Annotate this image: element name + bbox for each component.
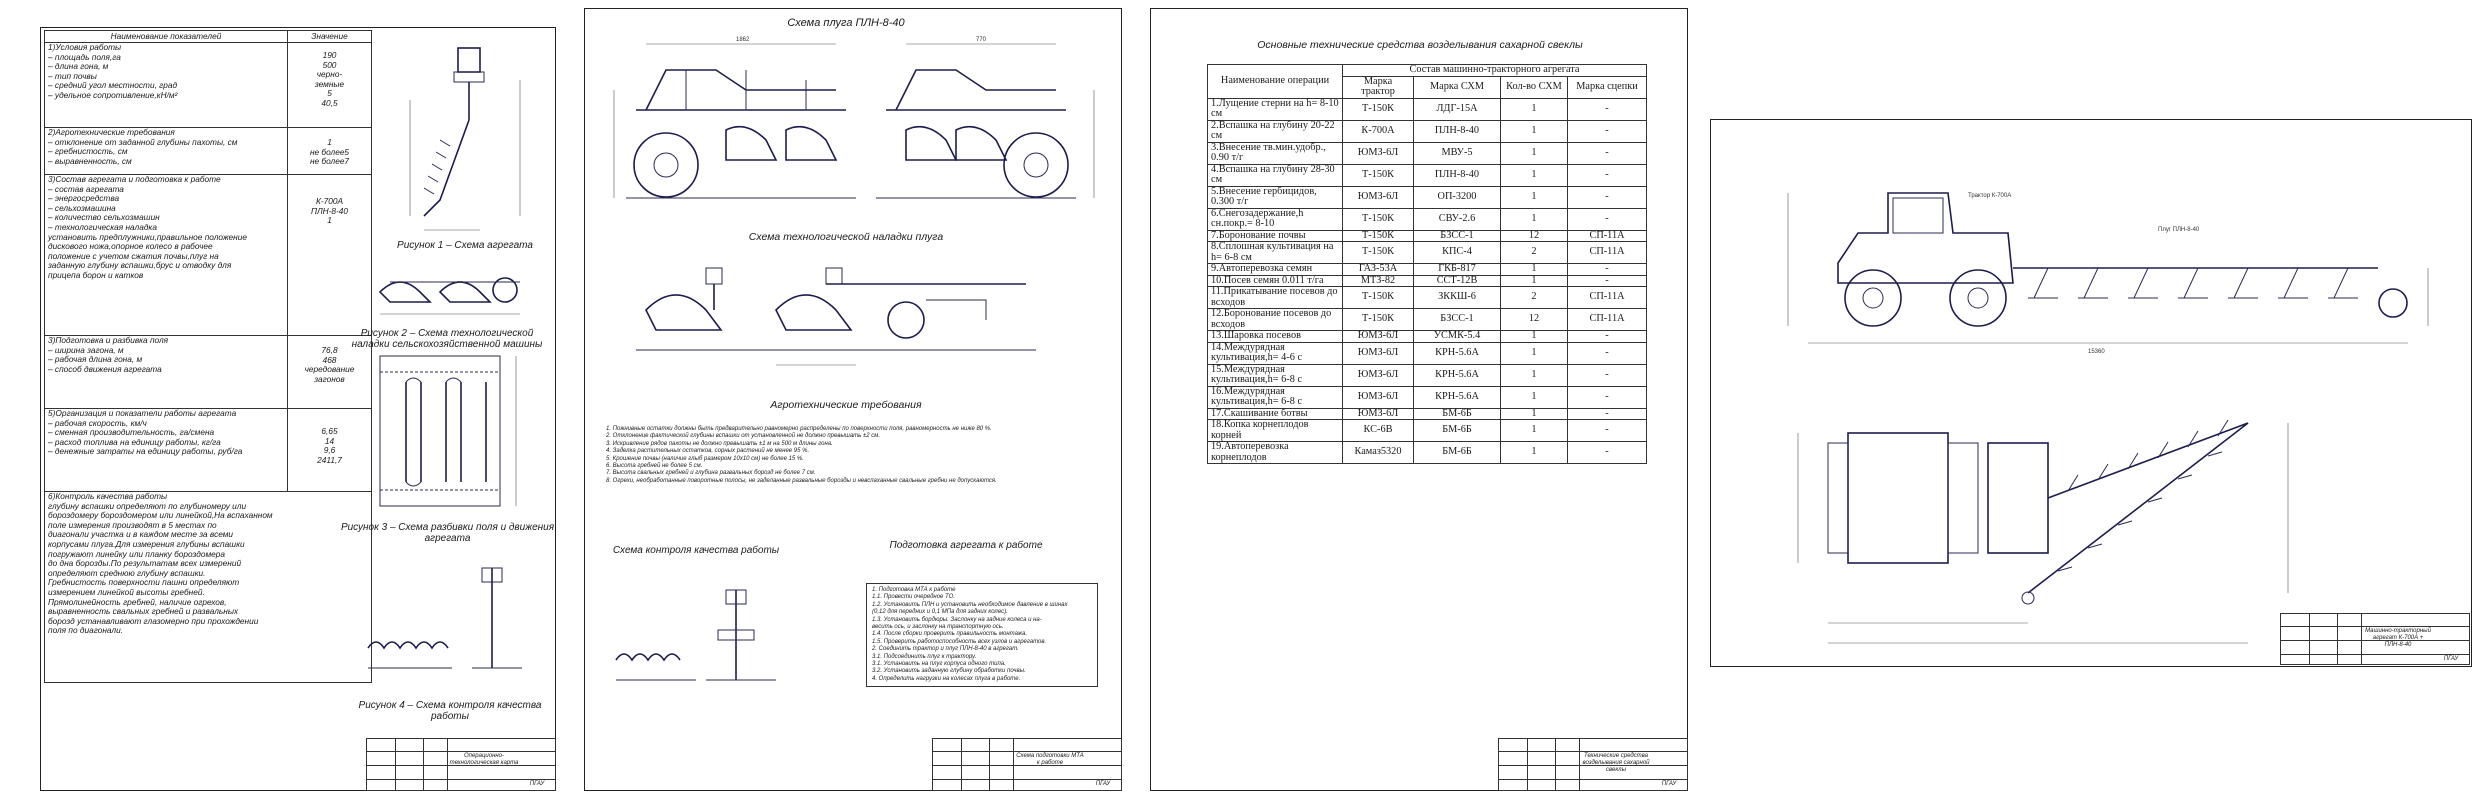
hitch-cell: СП-11А (1568, 230, 1647, 242)
stamp-org: ПГАУ (2443, 656, 2459, 662)
stamp-org: ПГАУ (1095, 781, 1111, 787)
header-count: Кол-во СХМ (1501, 76, 1568, 98)
aggregate-side-view (1728, 153, 2458, 393)
quality-control-drawing (362, 548, 542, 688)
table-row: 5)Организация и показатели работы агрегата – рабочая скорость, км/ч – сменная производительность, га/смена – расход топлива на единицу работы, кг/га – денежные затраты на единицу работы, руб/га 6,65 14 9,6 2411,7 (45, 409, 372, 492)
table-row (1208, 186, 1647, 208)
table-body (1208, 98, 1647, 464)
hitch-cell: - (1568, 408, 1647, 420)
count-cell: 1 (1501, 98, 1568, 120)
count-cell: 1 (1501, 420, 1568, 442)
machine-cell: УСМК-5.4 (1414, 331, 1501, 343)
machine-cell: ПЛН-8-40 (1414, 120, 1501, 142)
plow-label: Плуг ПЛН-8-40 (2158, 227, 2200, 233)
machine-cell: ЗККШ-6 (1414, 287, 1501, 309)
machine-cell: ОП-3200 (1414, 186, 1501, 208)
operation-cell: 1.Лущение стерни на h= 8-10 см (1208, 98, 1343, 120)
requirements-list: 1. Пожнивные остатки должны быть предварительно равномерно распределены по поверхности поля, равномерность не ниже 80 %. 2. Отклонение фактической глубины вспашки от установленной не должно превышать ±2 см. 3. Искривление рядов пахоты не должно превышать ±1 м на 500 м длины гона. 4. Заделка растительных остатков, сорных растений не менее 95 %. 5. Крошение почвы (наличие глыб размером 10х10 см) не более 15 %. 6. Высота гребней не более 5 см. 7. Высота свальных гребней и глубина развальных борозд не более 7 см. 8. Огрехи, необработанные поворотные полосы, не заделанные развальные борозды и невспаханные свальные гребни не допускаются. (606, 426, 997, 484)
count-cell: 12 (1501, 230, 1568, 242)
tractor-cell: Т-150К (1343, 309, 1414, 331)
title-block (366, 738, 556, 791)
operation-cell: 8.Сплошная культивация на h= 6-8 см (1208, 242, 1343, 264)
table-row (1208, 309, 1647, 331)
table-row (1208, 386, 1647, 408)
tractor-cell: ЮМЗ-6Л (1343, 386, 1414, 408)
stamp-org: ПГАУ (1661, 781, 1677, 787)
table-row (1208, 275, 1647, 287)
sheet-plow-scheme (566, 0, 1128, 797)
table-row (1208, 364, 1647, 386)
table-row (1208, 342, 1647, 364)
technological-setup-drawing (370, 262, 530, 322)
table-row (1208, 408, 1647, 420)
count-cell: 1 (1501, 264, 1568, 276)
machine-cell: КРН-5.6А (1414, 364, 1501, 386)
technical-means-table (1207, 64, 1647, 464)
figure-2-caption: Рисунок 2 – Схема технологической наладки сельскохозяйственной машины (351, 328, 543, 350)
table-row (1208, 164, 1647, 186)
hitch-cell: - (1568, 275, 1647, 287)
machine-cell: БМ-6Б (1414, 442, 1501, 464)
sheet-aggregate-drawing (1698, 113, 2478, 673)
stamp-title: Технические средства возделывания сахарной свеклы (1582, 753, 1650, 773)
hitch-cell: - (1568, 331, 1647, 343)
tractor-cell: ЮМЗ-6Л (1343, 408, 1414, 420)
hitch-cell: СП-11А (1568, 242, 1647, 264)
hitch-cell: СП-11А (1568, 287, 1647, 309)
operation-cell: 10.Посев семян 0.011 т/га (1208, 275, 1343, 287)
operation-cell: 6.Снегозадержание,h сн.покр.= 8-10 (1208, 208, 1343, 230)
machine-cell: КРН-5.6А (1414, 342, 1501, 364)
tractor-cell: Т-150К (1343, 98, 1414, 120)
title-block (932, 738, 1122, 791)
machine-cell: БМ-6Б (1414, 408, 1501, 420)
operation-cell: 18.Копка корнеплодов корней (1208, 420, 1343, 442)
count-cell: 1 (1501, 386, 1568, 408)
tractor-cell: К-700А (1343, 120, 1414, 142)
svg-text:1862: 1862 (736, 37, 750, 43)
table-row (1208, 230, 1647, 242)
tractor-cell: ЮМЗ-6Л (1343, 142, 1414, 164)
operation-cell: 2.Вспашка на глубину 20-22 см (1208, 120, 1343, 142)
count-cell: 12 (1501, 309, 1568, 331)
table-row (1208, 287, 1647, 309)
operation-cell: 9.Автоперевозка семян (1208, 264, 1343, 276)
count-cell: 1 (1501, 164, 1568, 186)
figure-1-caption: Рисунок 1 – Схема агрегата (397, 240, 533, 251)
control-scheme-title: Схема контроля качества работы (612, 545, 780, 556)
count-cell: 1 (1501, 186, 1568, 208)
tractor-cell: Т-150К (1343, 242, 1414, 264)
tractor-cell: ЮМЗ-6Л (1343, 331, 1414, 343)
title-block (2280, 613, 2470, 665)
header-group: Состав машинно-тракторного агрегата (1343, 65, 1647, 77)
plow-scheme-title: Схема плуга ПЛН-8-40 (787, 17, 905, 29)
hitch-cell: - (1568, 264, 1647, 276)
tractor-cell: МТЗ-82 (1343, 275, 1414, 287)
count-cell: 1 (1501, 408, 1568, 420)
count-cell: 1 (1501, 208, 1568, 230)
machine-cell: ГКБ-817 (1414, 264, 1501, 276)
hitch-cell: - (1568, 164, 1647, 186)
tractor-cell: КС-6В (1343, 420, 1414, 442)
header-hitch: Марка сцепки (1568, 76, 1647, 98)
stamp-org: ПГАУ (529, 781, 545, 787)
operation-cell: 17.Скашивание ботвы (1208, 408, 1343, 420)
machine-cell: БЗСС-1 (1414, 309, 1501, 331)
tractor-cell: ЮМЗ-6Л (1343, 364, 1414, 386)
field-layout-drawing (376, 352, 536, 522)
machine-cell: КРН-5.6А (1414, 386, 1501, 408)
operation-cell: 13.Шаровка посевов (1208, 331, 1343, 343)
machine-cell: ПЛН-8-40 (1414, 164, 1501, 186)
sheet-operational-card (0, 0, 562, 797)
count-cell: 1 (1501, 120, 1568, 142)
hitch-cell: - (1568, 364, 1647, 386)
plow-setup-drawing (626, 250, 1046, 380)
hitch-cell: - (1568, 142, 1647, 164)
hitch-cell: - (1568, 442, 1647, 464)
machine-cell: ЛДГ-15А (1414, 98, 1501, 120)
tractor-cell: Т-150К (1343, 287, 1414, 309)
hitch-cell: - (1568, 420, 1647, 442)
machine-cell: ССТ-12В (1414, 275, 1501, 287)
count-cell: 1 (1501, 275, 1568, 287)
table-row (1208, 331, 1647, 343)
machine-cell: КПС-4 (1414, 242, 1501, 264)
tractor-cell: Камаз5320 (1343, 442, 1414, 464)
aggregate-scheme-drawing (400, 40, 550, 240)
control-scheme-drawing (606, 570, 806, 710)
header-machine: Марка СХМ (1414, 76, 1501, 98)
header-operation: Наименование операции (1208, 65, 1343, 99)
prep-box: 1. Подготовка МТА к работе 1.1. Провести очередное ТО. 1.2. Установить ПЛН и установить необходимое давление в шинах (0,12 для передних и 0,1 МПа для задних колес). 1.3. Установить бордюры. Заслонку на задние колеса и на- весить ось, и заслонку на транспортную ось. 1.4. После сборки проверить правильность монтажа. 1.5. Проверить работоспособность всех узлов и агрегатов. 2. Соединить трактор и плуг ПЛН-8-40 в агрегат. 3.1. Подсоединить плуг к трактору. 3.1. Установить на плуг корпуса одного типа. 3.2. Установить заданную глубину обработки почвы. 4. Определить нагрузки на колесах плуга в работе. (866, 583, 1098, 687)
operation-cell: 14.Междурядная культивация,h= 4-6 с (1208, 342, 1343, 364)
machine-cell: БЗСС-1 (1414, 230, 1501, 242)
indicators-table (44, 30, 372, 683)
tractor-cell: Т-150К (1343, 208, 1414, 230)
stamp-title: Машинно-тракторный агрегат К-700А + ПЛН-8-40 (2365, 628, 2431, 648)
count-cell: 1 (1501, 342, 1568, 364)
tractor-cell: ЮМЗ-6Л (1343, 342, 1414, 364)
figure-3-caption: Рисунок 3 – Схема разбивки поля и движения агрегата (340, 522, 555, 544)
table-row: 6)Контроль качества работы глубину вспашки определяют по глубиномеру или бороздомеру бороздомером или линейкой,На вспаханном поле измерения производят в 5 местах по диагонали участка и в каждом месте за всеми корпусами плуга.Для измерения глубины вспашки погружают линейку или планку бороздомера до дна борозды.По результатам всех измерений определяют среднюю глубину вспашки. Гребнистость поверхности пашни определяют измерением линейкой высоты гребней. Прямолинейность гребней, наличие огрехов, выравненность свальных гребней и развальных борозд устанавливают глазомерно при прохождении поля по диагонали. (45, 492, 372, 683)
machine-cell: БМ-6Б (1414, 420, 1501, 442)
operation-cell: 7.Боронование почвы (1208, 230, 1343, 242)
tractor-cell: ЮМЗ-6Л (1343, 186, 1414, 208)
operation-cell: 15.Междурядная культивация,h= 6-8 с (1208, 364, 1343, 386)
tractor-cell: ГАЗ-53А (1343, 264, 1414, 276)
hitch-cell: - (1568, 386, 1647, 408)
count-cell: 1 (1501, 364, 1568, 386)
hitch-cell: - (1568, 186, 1647, 208)
overall-dimension: 15360 (2088, 349, 2105, 355)
requirements-title: Агротехнические требования (770, 399, 922, 411)
count-cell: 2 (1501, 242, 1568, 264)
machine-cell: СВУ-2.6 (1414, 208, 1501, 230)
tractor-cell: Т-150К (1343, 164, 1414, 186)
plow-setup-title: Схема технологической наладки плуга (748, 231, 944, 243)
table-row: 3)Состав агрегата и подготовка к работе – состав агрегата – энергосредства – сельхозмашина – количество сельхозмашин – технологическая наладка установить предплужники,правильное положение дискового ножа,опорное колесо в рабочее положение с учетом сжатия почвы,плуг на заданную глубину вспашки,брус и отводку для прицепа борон и катков К-700А ПЛН-8-40 1 (45, 175, 372, 336)
title-block (1498, 738, 1688, 791)
table-row (1208, 142, 1647, 164)
operation-cell: 12.Боронование посевов до всходов (1208, 309, 1343, 331)
table-row: 2)Агротехнические требования – отклонение от заданной глубины пахоты, см – гребнистость, см – выравненность, см 1 не более5 не более7 (45, 128, 372, 175)
count-cell: 1 (1501, 142, 1568, 164)
hitch-cell: СП-11А (1568, 309, 1647, 331)
hitch-cell: - (1568, 208, 1647, 230)
hitch-cell: - (1568, 342, 1647, 364)
operation-cell: 5.Внесение гербицидов, 0.300 т/г (1208, 186, 1343, 208)
operation-cell: 4.Вспашка на глубину 28-30 см (1208, 164, 1343, 186)
hitch-cell: - (1568, 98, 1647, 120)
table-row (1208, 264, 1647, 276)
table-row: 3)Подготовка и разбивка поля – ширина загона, м – рабочая длина гона, м – способ движения агрегата 76,8 468 чередование загонов (45, 336, 372, 409)
operation-cell: 16.Междурядная культивация,h= 6-8 с (1208, 386, 1343, 408)
count-cell: 2 (1501, 287, 1568, 309)
sheet3-title: Основные технические средства возделывания сахарной свеклы (1257, 39, 1583, 51)
operation-cell: 19.Автоперевозка корнеплодов (1208, 442, 1343, 464)
hitch-cell: - (1568, 120, 1647, 142)
table-row (1208, 208, 1647, 230)
stamp-title: Схема подготовки МТА к работе (1016, 753, 1084, 766)
count-cell: 1 (1501, 331, 1568, 343)
tractor-cell: Т-150К (1343, 230, 1414, 242)
plow-scheme-drawing (606, 30, 1106, 220)
table-row (1208, 442, 1647, 464)
header-value: Значение (288, 31, 372, 43)
header-indicator: Наименование показателей (45, 31, 288, 43)
table-row: 1)Условия работы – площадь поля,га – длина гона, м – тип почвы – средний угол местности, град – удельное сопротивление,кН/м² 190 500 черно- земные 5 40,5 (45, 43, 372, 128)
operation-cell: 3.Внесение тв.мин.удобр., 0.90 т/г (1208, 142, 1343, 164)
header-tractor: Марка трактор (1343, 76, 1414, 98)
table-row (1208, 120, 1647, 142)
table-row (1208, 242, 1647, 264)
prep-title: Подготовка агрегата к работе (889, 540, 1043, 551)
count-cell: 1 (1501, 442, 1568, 464)
svg-text:770: 770 (976, 37, 987, 43)
machine-cell: МВУ-5 (1414, 142, 1501, 164)
table-row (1208, 98, 1647, 120)
stamp-title: Операционно-технологическая карта (449, 753, 519, 766)
tractor-label: Трактор К-700А (1968, 193, 2012, 199)
operation-cell: 11.Прикатывание посевов до всходов (1208, 287, 1343, 309)
table-row (1208, 420, 1647, 442)
figure-4-caption: Рисунок 4 – Схема контроля качества работы (358, 700, 542, 722)
